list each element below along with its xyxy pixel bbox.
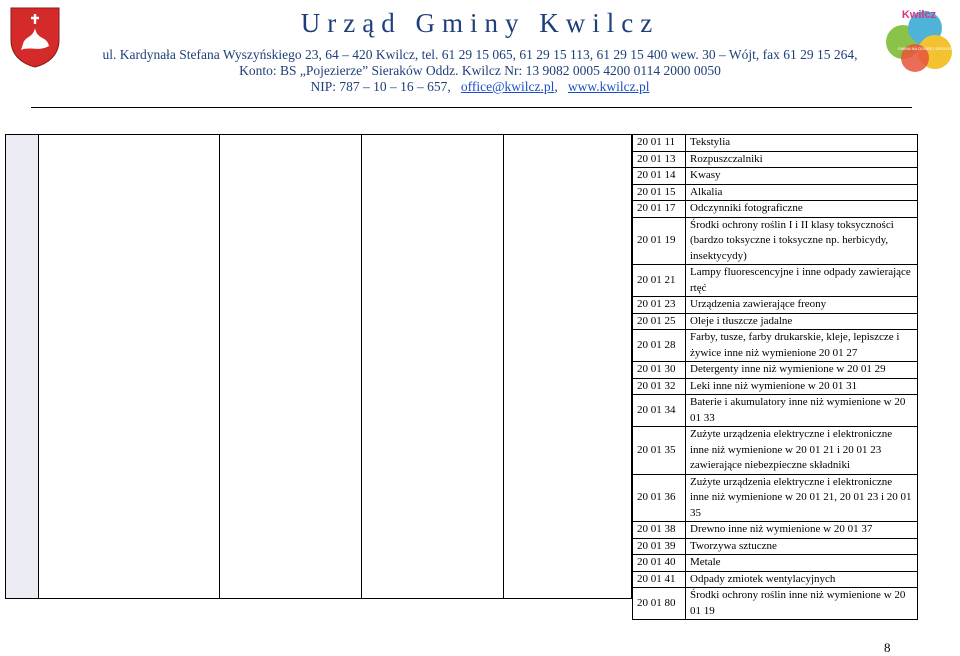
- table-row: [633, 265, 918, 297]
- nip-text: NIP: 787 – 10 – 16 – 657,: [310, 79, 451, 94]
- waste-code: 20 01 13: [633, 151, 686, 168]
- waste-name: Tworzywa sztuczne: [686, 538, 918, 555]
- address-line: ul. Kardynała Stefana Wyszyńskiego 23, 64 – 420 Kwilcz, tel. 61 29 15 065, 61 29 15 113, 61 29 15 400 wew. 30 – Wójt, fax 61 29 15 264,: [102, 47, 858, 62]
- column-divider: [219, 135, 220, 598]
- waste-code: 20 01 41: [633, 571, 686, 588]
- table-row: [633, 330, 918, 362]
- waste-name: Lampy fluorescencyjne i inne odpady zawierające rtęć: [686, 265, 918, 297]
- table-row: [633, 362, 918, 379]
- waste-name: Środki ochrony roślin I i II klasy toksyczności (bardzo toksyczne i toksyczne np. herbicydy, insektycydy): [686, 217, 918, 265]
- waste-name: Drewno inne niż wymienione w 20 01 37: [686, 522, 918, 539]
- waste-name: Oleje i tłuszcze jadalne: [686, 313, 918, 330]
- waste-code: 20 01 14: [633, 168, 686, 185]
- waste-code: 20 01 28: [633, 330, 686, 362]
- waste-code: 20 01 30: [633, 362, 686, 379]
- waste-code: 20 01 15: [633, 184, 686, 201]
- waste-code: 20 01 32: [633, 378, 686, 395]
- waste-code: 20 01 80: [633, 588, 686, 620]
- shaded-column: [6, 135, 39, 598]
- column-divider: [503, 135, 504, 598]
- table-row: [633, 395, 918, 427]
- waste-name: Urządzenia zawierające freony: [686, 297, 918, 314]
- table-row: [633, 538, 918, 555]
- waste-code: 20 01 34: [633, 395, 686, 427]
- empty-table-columns: [5, 134, 632, 599]
- waste-code: 20 01 38: [633, 522, 686, 539]
- table-row: [633, 151, 918, 168]
- waste-code: 20 01 25: [633, 313, 686, 330]
- waste-name: Kwasy: [686, 168, 918, 185]
- website-link[interactable]: www.kwilcz.pl: [567, 79, 650, 94]
- page-number: 8: [884, 640, 891, 655]
- kwilcz-logo-icon: [879, 2, 959, 80]
- waste-name: Zużyte urządzenia elektryczne i elektroniczne inne niż wymienione w 20 01 21, 20 01 23 i 20 01 35: [686, 474, 918, 522]
- waste-name: Środki ochrony roślin inne niż wymienione w 20 01 19: [686, 588, 918, 620]
- waste-code: 20 01 35: [633, 427, 686, 475]
- column-divider: [361, 135, 362, 598]
- table-row: [633, 555, 918, 572]
- contact-separator: ,: [554, 79, 558, 94]
- bank-account-line: Konto: BS „Pojezierze” Sieraków Oddz. Kwilcz Nr: 13 9082 0005 4200 0114 2000 0050: [239, 63, 721, 78]
- waste-name: Rozpuszczalniki: [686, 151, 918, 168]
- table-row: [633, 474, 918, 522]
- email-link[interactable]: office@kwilcz.pl: [460, 79, 555, 94]
- waste-code: 20 01 11: [633, 135, 686, 152]
- table-row: [633, 378, 918, 395]
- table-row: [633, 217, 918, 265]
- table-row: [633, 571, 918, 588]
- waste-name: Tekstylia: [686, 135, 918, 152]
- waste-name: Odczynniki fotograficzne: [686, 201, 918, 218]
- waste-name: Metale: [686, 555, 918, 572]
- contact-line: [0, 79, 960, 95]
- table-row: [633, 522, 918, 539]
- table-row: [633, 588, 918, 620]
- table-row: [633, 168, 918, 185]
- waste-code: 20 01 39: [633, 538, 686, 555]
- table-row: [633, 297, 918, 314]
- logo-tagline: GMINA NA DOBREJ DRODZE: [897, 46, 953, 51]
- waste-code: 20 01 36: [633, 474, 686, 522]
- table-row: [633, 201, 918, 218]
- waste-name: Baterie i akumulatory inne niż wymienione w 20 01 33: [686, 395, 918, 427]
- waste-name: Alkalia: [686, 184, 918, 201]
- waste-code: 20 01 19: [633, 217, 686, 265]
- waste-name: Zużyte urządzenia elektryczne i elektroniczne inne niż wymienione w 20 01 21 i 20 01 23 zawierające niebezpieczne składniki: [686, 427, 918, 475]
- waste-codes-table: [632, 134, 918, 620]
- waste-code: 20 01 17: [633, 201, 686, 218]
- table-row: [633, 135, 918, 152]
- table-row: [633, 427, 918, 475]
- waste-name: Leki inne niż wymienione w 20 01 31: [686, 378, 918, 395]
- office-title: Urząd Gminy Kwilcz: [300, 8, 660, 38]
- waste-name: Odpady zmiotek wentylacyjnych: [686, 571, 918, 588]
- logo-text: Kwilcz: [901, 9, 937, 21]
- table-row: [633, 313, 918, 330]
- waste-name: Detergenty inne niż wymienione w 20 01 29: [686, 362, 918, 379]
- waste-code: 20 01 21: [633, 265, 686, 297]
- waste-code: 20 01 23: [633, 297, 686, 314]
- header-divider: [31, 107, 912, 108]
- waste-name: Farby, tusze, farby drukarskie, kleje, lepiszcze i żywice inne niż wymienione 20 01 27: [686, 330, 918, 362]
- table-row: [633, 184, 918, 201]
- waste-code: 20 01 40: [633, 555, 686, 572]
